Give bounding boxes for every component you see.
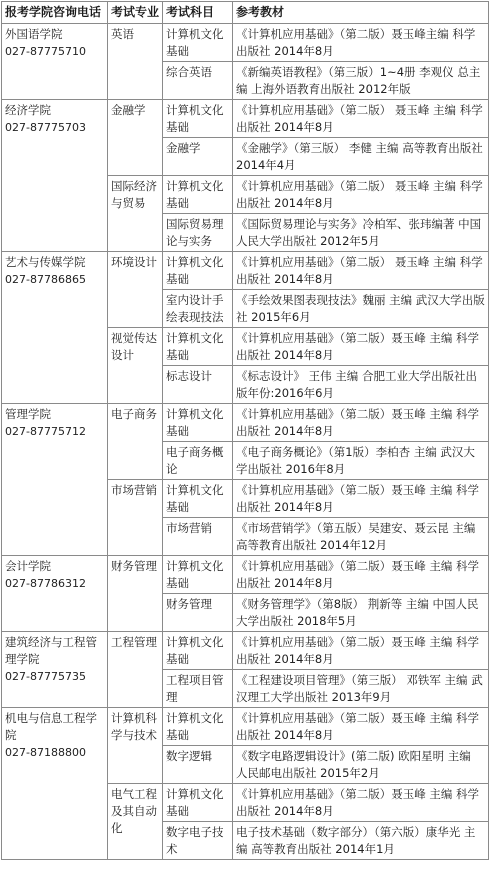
textbook-cell: 《财务管理学》（第8版） 荆新等 主编 中国人民大学出版社 2018年5月 [233,594,489,632]
college-cell [2,100,108,252]
subject-cell: 数字逻辑 [163,746,233,784]
subject-cell: 计算机文化基础 [163,100,233,138]
subject-cell: 市场营销 [163,518,233,556]
textbook-cell: 《计算机应用基础》（第二版）聂玉峰 主编 科学出版社 2014年8月 [233,784,489,822]
table-row [2,252,489,290]
table-row [2,632,489,670]
subject-cell: 计算机文化基础 [163,708,233,746]
college-cell [2,252,108,404]
subject-cell: 室内设计手绘表现技法 [163,290,233,328]
college-phone: 027-87775735 [5,670,86,683]
subject-cell: 计算机文化基础 [163,252,233,290]
textbook-cell: 《金融学》（第三版） 李健 主编 高等教育出版社 2014年4月 [233,138,489,176]
subject-cell: 计算机文化基础 [163,24,233,62]
subject-cell: 工程项目管理 [163,670,233,708]
header-subject: 考试科目 [163,2,233,24]
college-name: 会计学院 [5,559,51,573]
header-row [2,2,489,24]
table-row [2,708,489,746]
college-cell [2,404,108,556]
subject-cell: 计算机文化基础 [163,328,233,366]
college-name: 经济学院 [5,103,51,117]
subject-cell: 综合英语 [163,62,233,100]
major-cell: 市场营销 [108,480,163,556]
textbook-cell: 《计算机应用基础》（第二版）聂玉峰 主编 科学出版社 2014年8月 [233,480,489,518]
major-cell: 环境设计 [108,252,163,328]
textbook-cell: 《计算机应用基础》（第二版） 聂玉峰 主编 科学出版社 2014年8月 [233,176,489,214]
college-phone: 027-87786312 [5,577,86,590]
textbook-cell: 《市场营销学》（第五版）吴建安、聂云昆 主编 高等教育出版社 2014年12月 [233,518,489,556]
college-phone: 027-87188800 [5,746,86,759]
subject-cell: 计算机文化基础 [163,632,233,670]
college-cell [2,24,108,100]
college-phone: 027-87786865 [5,273,86,286]
table-row [2,404,489,442]
header-major: 考试专业 [108,2,163,24]
major-cell: 金融学 [108,100,163,176]
major-cell: 视觉传达设计 [108,328,163,404]
college-cell [2,556,108,632]
subject-cell: 计算机文化基础 [163,784,233,822]
subject-cell: 财务管理 [163,594,233,632]
textbook-cell: 《计算机应用基础》（第二版）聂玉峰 主编 科学出版社 2014年8月 [233,708,489,746]
textbook-cell: 《数字电路逻辑设计》(第二版) 欧阳星明 主编 人民邮电出版社 2015年2月 [233,746,489,784]
textbook-cell: 《计算机应用基础》（第二版） 聂玉峰 主编 科学出版社 2014年8月 [233,252,489,290]
table-body [2,24,489,860]
textbook-cell: 电子技术基础（数字部分）（第六版）康华光 主编 高等教育出版社 2014年1月 [233,822,489,860]
textbook-cell: 《计算机应用基础》（第二版） 聂玉峰 主编 科学出版社 2014年8月 [233,100,489,138]
subject-cell: 计算机文化基础 [163,404,233,442]
major-cell: 电子商务 [108,404,163,480]
college-phone: 027-87775712 [5,425,86,438]
major-cell: 财务管理 [108,556,163,632]
textbook-cell: 《计算机应用基础》（第二版）聂玉峰主编 科学出版社 2014年8月 [233,24,489,62]
subject-cell: 数字电子技术 [163,822,233,860]
textbook-cell: 《计算机应用基础》（第二版）聂玉峰 主编 科学出版社 2014年8月 [233,404,489,442]
subject-cell: 计算机文化基础 [163,556,233,594]
major-cell: 工程管理 [108,632,163,708]
textbook-cell: 《工程建设项目管理》（第三版） 邓铁军 主编 武汉理工大学出版社 2013年9月 [233,670,489,708]
subject-cell: 国际贸易理论与实务 [163,214,233,252]
header-college-phone: 报考学院咨询电话 [2,2,108,24]
exam-reference-table [1,1,489,860]
header-textbook: 参考教材 [233,2,489,24]
major-cell: 国际经济与贸易 [108,176,163,252]
college-name: 艺术与传媒学院 [5,255,86,269]
table-row [2,100,489,138]
college-name: 外国语学院 [5,27,63,41]
table-row [2,556,489,594]
textbook-cell: 《标志设计》 王伟 主编 合肥工业大学出版社出版年份:2016年6月 [233,366,489,404]
college-name: 建筑经济与工程管理学院 [5,635,97,666]
table-row [2,24,489,62]
college-name: 机电与信息工程学院 [5,711,97,742]
college-phone: 027-87775703 [5,121,86,134]
textbook-cell: 《计算机应用基础》（第二版）聂玉峰 主编 科学出版社 2014年8月 [233,556,489,594]
textbook-cell: 《手绘效果图表现技法》魏丽 主编 武汉大学出版社 2015年6月 [233,290,489,328]
major-cell: 英语 [108,24,163,100]
textbook-cell: 《计算机应用基础》（第二版）聂玉峰 主编 科学出版社 2014年8月 [233,632,489,670]
major-cell: 电气工程及其自动化 [108,784,163,860]
major-cell: 计算机科学与技术 [108,708,163,784]
textbook-cell: 《电子商务概论》（第1版）李柏杏 主编 武汉大学出版社 2016年8月 [233,442,489,480]
subject-cell: 标志设计 [163,366,233,404]
subject-cell: 计算机文化基础 [163,480,233,518]
subject-cell: 电子商务概论 [163,442,233,480]
textbook-cell: 《国际贸易理论与实务》冷柏军、张玮编著 中国人民大学出版社 2012年5月 [233,214,489,252]
college-name: 管理学院 [5,407,51,421]
textbook-cell: 《新编英语教程》（第三版）1~4册 李观仪 总主编 上海外语教育出版社 2012年版 [233,62,489,100]
college-cell [2,632,108,708]
subject-cell: 金融学 [163,138,233,176]
textbook-cell: 《计算机应用基础》（第二版）聂玉峰 主编 科学出版社 2014年8月 [233,328,489,366]
college-cell [2,708,108,860]
college-phone: 027-87775710 [5,45,86,58]
subject-cell: 计算机文化基础 [163,176,233,214]
